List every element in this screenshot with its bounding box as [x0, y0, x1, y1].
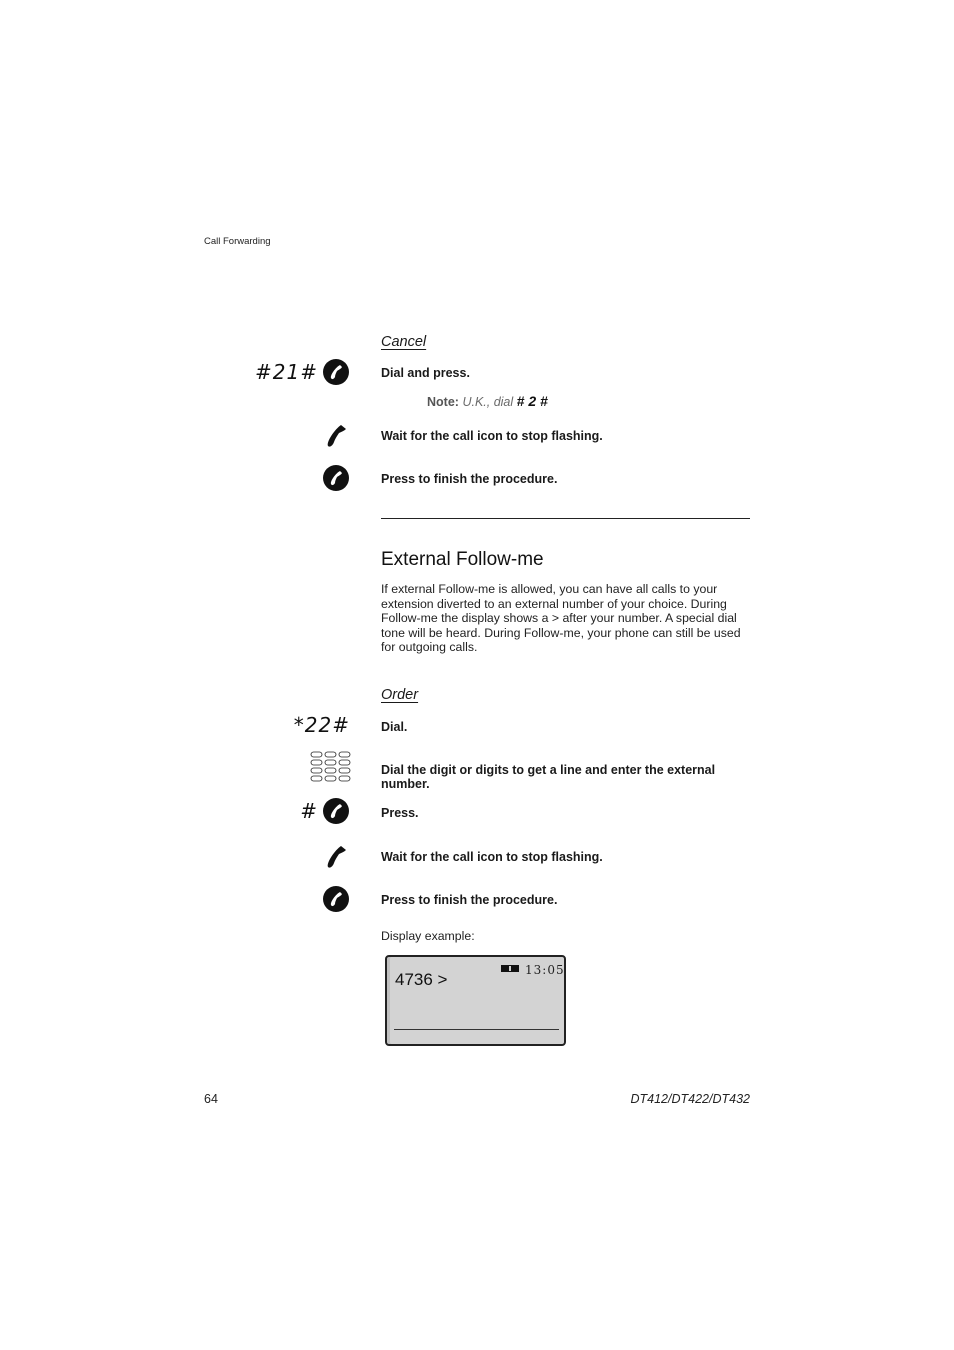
display-number: 4736 > — [395, 970, 448, 989]
handset-button-icon — [322, 358, 350, 386]
display-example-label: Display example: — [381, 929, 475, 943]
handset-button-icon — [322, 885, 350, 913]
cancel-subheading: Cancel — [381, 334, 427, 350]
handset-button-icon — [322, 797, 350, 825]
cancel-code: #21# — [255, 360, 318, 384]
note-label: Note: — [427, 395, 459, 409]
press-code: # — [300, 799, 318, 823]
section-paragraph: If external Follow-me is allowed, you can have all calls to your extension diverted to an external number of your choice. During Follow-me the display shows a > after your number. A special dial tone will be heard. During Follow-me, your phone can still be used for outgoing calls. — [381, 582, 741, 654]
display-divider — [394, 1029, 559, 1030]
model-label: DT412/DT422/DT432 — [630, 1092, 750, 1106]
order-step-press: Press. — [381, 806, 419, 820]
order-step-dial: Dial. — [381, 720, 408, 734]
display-time: 13:05 — [525, 963, 565, 977]
order-step-enter-number: Dial the digit or digits to get a line and enter the external number. — [381, 763, 716, 791]
order-code: *22# — [293, 713, 350, 737]
note-text: U.K., dial — [462, 395, 514, 409]
handset-button-icon — [322, 464, 350, 492]
keypad-icon — [310, 751, 351, 785]
order-subheading: Order — [381, 687, 419, 703]
section-heading: External Follow-me — [381, 549, 544, 570]
call-icon — [325, 423, 349, 449]
battery-icon — [501, 965, 519, 972]
order-step-wait: Wait for the call icon to stop flashing. — [381, 850, 603, 864]
section-divider — [381, 518, 750, 519]
note-code: # 2 # — [516, 393, 548, 409]
cancel-step-dial: Dial and press. — [381, 366, 470, 380]
cancel-step-finish: Press to finish the procedure. — [381, 472, 558, 486]
order-step-finish: Press to finish the procedure. — [381, 893, 558, 907]
cancel-step-wait: Wait for the call icon to stop flashing. — [381, 429, 603, 443]
call-icon — [325, 844, 349, 870]
cancel-note — [427, 393, 548, 409]
phone-display — [385, 955, 566, 1046]
page-number: 64 — [204, 1092, 218, 1106]
running-header: Call Forwarding — [204, 236, 271, 247]
